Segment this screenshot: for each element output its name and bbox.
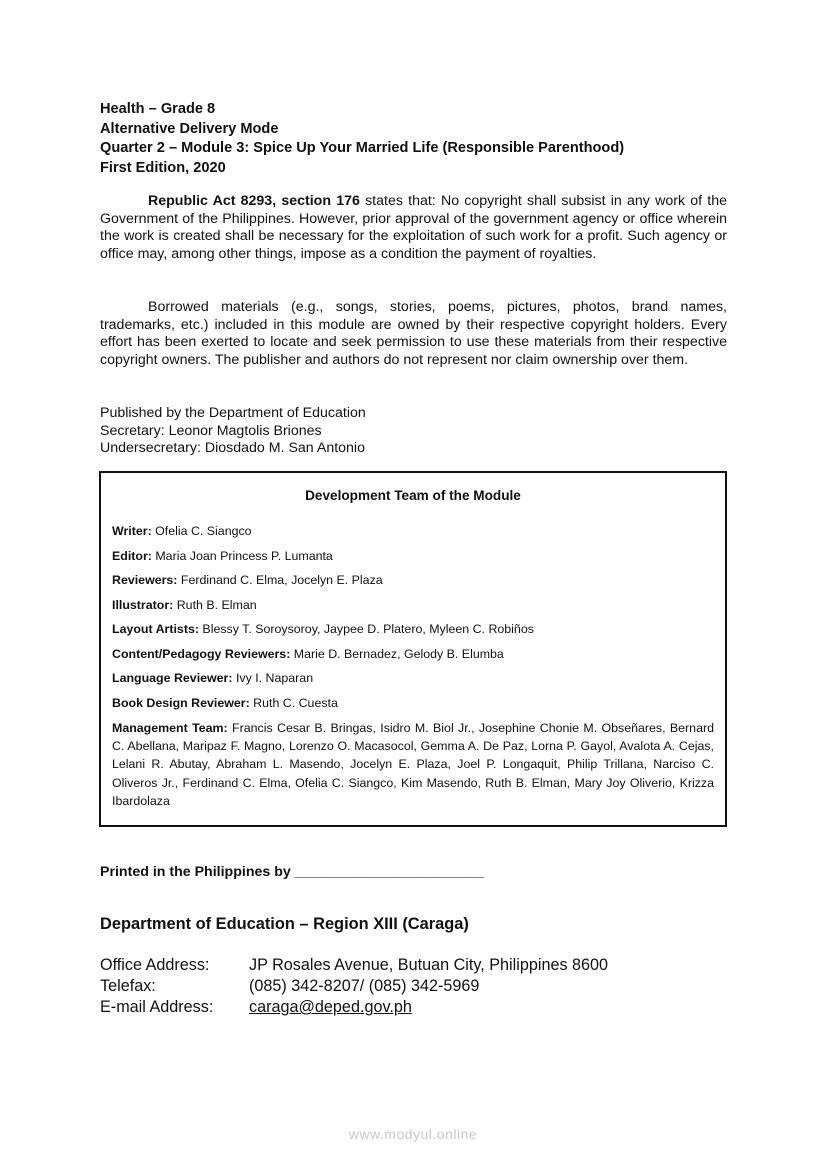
secretary-line: Secretary: Leonor Magtolis Briones: [100, 422, 322, 439]
role-label: Reviewers:: [112, 573, 178, 587]
contact-info: [100, 955, 608, 1018]
management-team: [112, 719, 714, 808]
role-label: Language Reviewer:: [112, 671, 233, 685]
role-label: Writer:: [112, 524, 152, 538]
office-address-row: [100, 955, 608, 976]
office-address-value: JP Rosales Avenue, Butuan City, Philippines 8600: [249, 956, 609, 974]
telefax-label: Telefax:: [100, 977, 156, 995]
undersecretary-line: Undersecretary: Diosdado M. San Antonio: [100, 440, 365, 457]
team-member-content-reviewers: [112, 646, 714, 671]
borrowed-materials-paragraph: [100, 299, 727, 369]
delivery-mode: Alternative Delivery Mode: [100, 120, 279, 137]
borrowed-text: Borrowed materials (e.g., songs, stories, poems, pictures, photos, brand names, trademarks, etc.) included in this module are owned by their respective copyright holders. Every effort has been exerted to locate and seek permission to use these materials from their respective copyright owners. The publisher and authors do not represent nor claim ownership over them.: [100, 299, 727, 368]
member-names: Francis Cesar B. Bringas, Isidro M. Biol Jr., Josephine Chonie M. Obseñares, Bernard C. Abellana, Maripaz F. Magno, Lorenzo O. Macasocol, Gemma A. De Paz, Lorna P. Gayol, Avalota A. Cejas, Lelani R. Abutay, Abraham L. Masendo, Jocelyn E. Plaza, Joel P. Longaquit, Philip Trillana, Narciso C. Oliveros Jr., Ferdinand C. Elma, Ofelia C. Siangco, Kim Masendo, Ruth B. Elman, Mary Joy Oliverio, Krizza Ibardolaza: [112, 721, 714, 808]
copyright-law-reference: Republic Act 8293, section 176: [148, 193, 360, 209]
telefax-value: (085) 342-8207/ (085) 342-5969: [249, 977, 480, 995]
role-label: Editor:: [112, 548, 152, 563]
member-names: Maria Joan Princess P. Lumanta: [151, 548, 333, 563]
title-block: [100, 100, 624, 178]
printed-by-line: Printed in the Philippines by ________________________: [100, 864, 485, 880]
member-names: Ruth B. Elman: [173, 597, 257, 612]
member-names: Ruth C. Cuesta: [249, 695, 338, 710]
module-title: Quarter 2 – Module 3: Spice Up Your Married Life (Responsible Parenthood): [100, 140, 625, 156]
edition: First Edition, 2020: [100, 159, 226, 176]
development-team-box: [99, 471, 727, 827]
member-names: Ivy I. Naparan: [232, 671, 314, 685]
member-names: Ofelia C. Siangco: [151, 524, 252, 538]
role-label: Layout Artists:: [112, 622, 199, 636]
team-member-editor: [112, 548, 714, 573]
publisher-info: [100, 405, 366, 458]
email-label: E-mail Address:: [100, 998, 214, 1016]
telefax-row: [100, 976, 608, 997]
development-team-heading: Development Team of the Module: [305, 488, 521, 503]
team-member-reviewers: [112, 572, 714, 597]
publisher-line: Published by the Department of Education: [100, 405, 366, 421]
subject-title: Health – Grade 8: [100, 101, 216, 117]
role-label: Content/Pedagogy Reviewers:: [112, 646, 291, 661]
copyright-text: states that: No copyright shall subsist in any work of the Government of the Philippines. However, prior approval of the government agency or office wherein the work is created shall be necessary for the exploitation of such work for a profit. Such agency or office may, among other things, impose as a condition the payment of royalties.: [100, 193, 728, 262]
team-member-illustrator: [112, 597, 714, 622]
role-label: Management Team:: [112, 721, 228, 735]
member-names: Ferdinand C. Elma, Jocelyn E. Plaza: [177, 573, 383, 587]
member-names: Blessy T. Soroysoroy, Jaypee D. Platero, Myleen C. Robiños: [198, 622, 534, 636]
team-member-writer: [112, 523, 714, 548]
role-label: Illustrator:: [112, 597, 174, 612]
email-link[interactable]: caraga@deped.gov.ph: [249, 998, 412, 1016]
copyright-paragraph: [100, 193, 727, 263]
member-names: Marie D. Bernadez, Gelody B. Elumba: [290, 646, 504, 661]
role-label: Book Design Reviewer:: [112, 695, 250, 710]
office-address-label: Office Address:: [100, 956, 210, 974]
team-member-book-design-reviewer: [112, 695, 714, 720]
email-row: [100, 997, 608, 1018]
team-member-language-reviewer: [112, 670, 714, 695]
watermark: www.modyul.online: [348, 1126, 478, 1142]
team-member-layout-artists: [112, 621, 714, 646]
team-list: [112, 523, 714, 808]
region-heading: Department of Education – Region XIII (Caraga): [100, 915, 469, 933]
